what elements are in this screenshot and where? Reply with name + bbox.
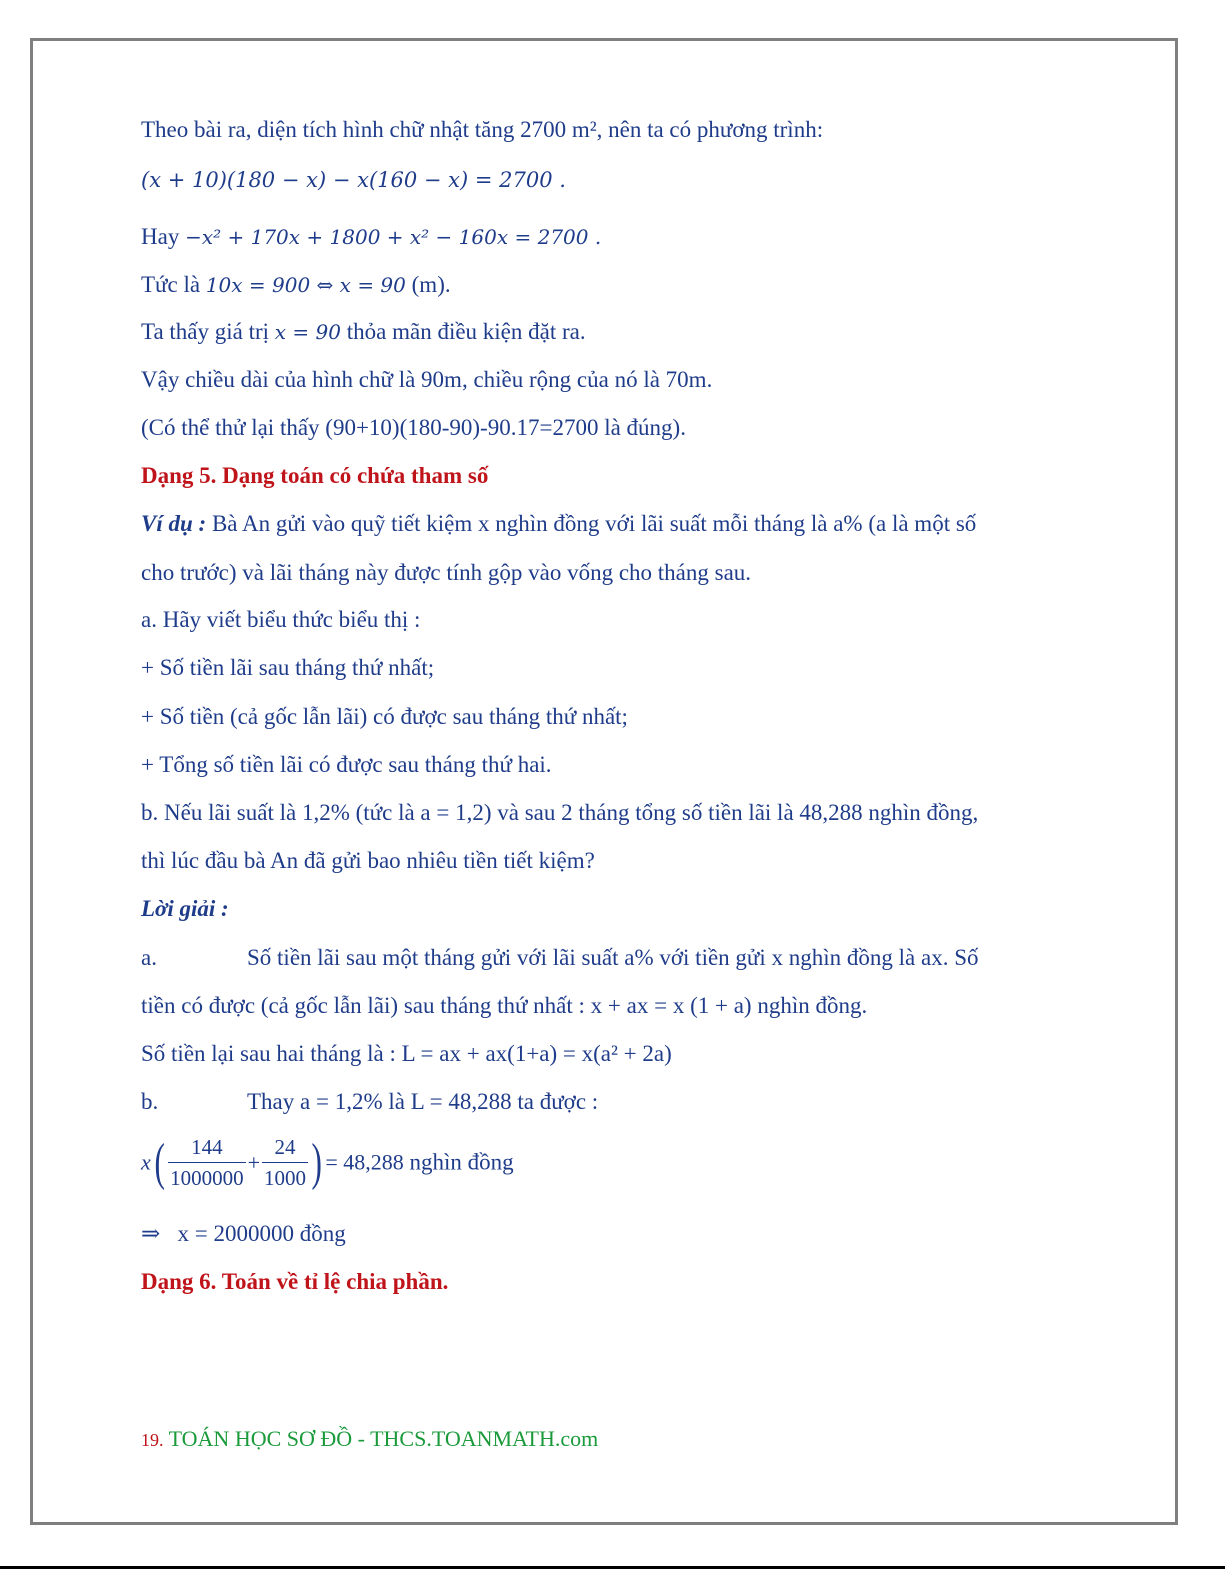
inline-math: 10x = 900 ⇔ x = 90 (205, 273, 406, 297)
fraction-1 (168, 1132, 246, 1193)
text-line (141, 944, 979, 972)
text-line: + Số tiền (cả gốc lẫn lãi) có được sau tháng thứ nhất; (141, 704, 628, 729)
text-line (141, 1088, 598, 1116)
text-line: thì lúc đầu bà An đã gửi bao nhiêu tiền tiết kiệm? (141, 848, 595, 873)
text-fragment: Bà An gửi vào quỹ tiết kiệm x nghìn đồng với lãi suất mỗi tháng là a% (a là một số (206, 511, 977, 536)
example-label: Ví dụ : (141, 511, 207, 536)
text-line: cho trước) và lãi tháng này được tính gộp vào vống cho tháng sau. (141, 560, 752, 585)
fraction-2 (262, 1132, 308, 1193)
text-fragment: Tức là (141, 272, 201, 297)
section-heading: Dạng 6. Toán về tỉ lệ chia phần. (141, 1269, 449, 1294)
eq-rhs: = 48,288 (325, 1149, 404, 1175)
item-label: b. (141, 1089, 159, 1114)
text-line: Theo bài ra, diện tích hình chữ nhật tăng 2700 m², nên ta có phương trình: (141, 117, 824, 142)
text-fragment: thỏa mãn điều kiện đặt ra. (346, 319, 586, 344)
left-paren: ( (154, 1133, 165, 1191)
result-text: x = 2000000 đồng (177, 1221, 346, 1246)
denominator: 1000000 (170, 1166, 244, 1190)
section-heading: Dạng 5. Dạng toán có chứa tham số (141, 463, 489, 488)
inline-math: −x² + 170x + 1800 + x² − 160x = 2700 . (185, 225, 602, 249)
numerator: 144 (168, 1132, 246, 1163)
right-paren: ) (311, 1133, 322, 1191)
text-line: b. Nếu lãi suất là 1,2% (tức là a = 1,2) và sau 2 tháng tổng số tiền lãi là 48,288 nghìn đồng, (141, 800, 979, 825)
plus-sign: + (247, 1149, 261, 1175)
text-fragment: Số tiền lãi sau một tháng gửi với lãi suất a% với tiền gửi x nghìn đồng là ax. Số (247, 945, 979, 970)
text-fragment: Hay (141, 224, 180, 249)
equation-line: (x + 10)(180 − x) − x(160 − x) = 2700 . (141, 168, 566, 192)
text-line: Số tiền lại sau hai tháng là : L = ax + ax(1+a) = x(a² + 2a) (141, 1041, 672, 1066)
page-number: 19. (141, 1430, 164, 1450)
solution-label: Lời giải : (141, 896, 229, 921)
item-label: a. (141, 945, 157, 970)
inline-math: x = 90 (274, 320, 341, 344)
text-line (141, 1220, 346, 1248)
text-fragment: Thay a = 1,2% là L = 48,288 ta được : (247, 1089, 599, 1114)
page-frame (30, 38, 1178, 1525)
text-line: (Có thể thử lại thấy (90+10)(180-90)-90.17=2700 là đúng). (141, 415, 686, 440)
fraction-equation (141, 1132, 514, 1193)
footer-text: TOÁN HỌC SƠ ĐỒ - THCS.TOANMATH.com (168, 1426, 599, 1451)
text-line (141, 223, 601, 251)
text-line: a. Hãy viết biểu thức biểu thị : (141, 607, 421, 632)
eq-variable: x (141, 1149, 151, 1175)
text-line (141, 318, 586, 346)
denominator: 1000 (264, 1166, 307, 1190)
text-line: + Tổng số tiền lãi có được sau tháng thứ hai. (141, 752, 552, 777)
text-line (141, 271, 451, 299)
numerator: 24 (262, 1132, 308, 1163)
text-line: tiền có được (cả gốc lẫn lãi) sau tháng thứ nhất : x + ax = x (1 + a) nghìn đồng. (141, 993, 868, 1018)
eq-unit: nghìn đồng (409, 1149, 514, 1175)
bottom-rule (0, 1566, 1225, 1569)
text-line (141, 510, 976, 538)
text-fragment: (m). (411, 272, 451, 297)
page-footer (141, 1426, 598, 1452)
text-line: + Số tiền lãi sau tháng thứ nhất; (141, 655, 435, 680)
implies-arrow: ⇒ (141, 1221, 161, 1246)
text-fragment: Ta thấy giá trị (141, 319, 270, 344)
text-line: Vậy chiều dài của hình chữ là 90m, chiều rộng của nó là 70m. (141, 367, 713, 392)
